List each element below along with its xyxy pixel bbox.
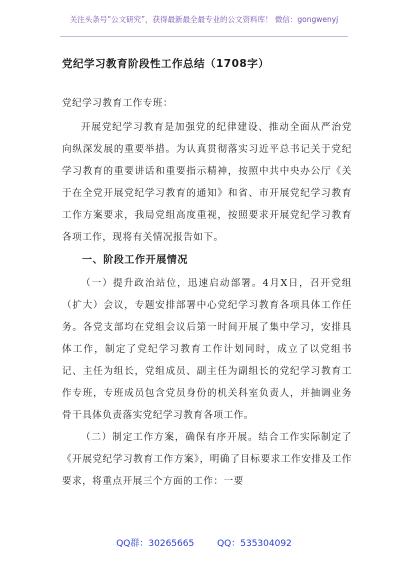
footer-qq: QQ：535304092 (217, 539, 292, 549)
document-title: 党纪学习教育阶段性工作总结（1708字） (62, 58, 270, 70)
section-heading: 一、阶段工作开展情况 (82, 255, 188, 266)
footer (0, 536, 408, 549)
footer-qq-group: QQ群：30265665 (116, 539, 195, 549)
paragraph-1: （一）提升政治站位，迅速启动部署。4月X日，召开党组（扩大）会议，专题安排部署中心党纪学习教育各项具体工作任务。各党支部均在党组会议后第一时间开展了集中学习，安排具体工作，制定了党纪学习教育工作计划同时，成立了以党组书记、主任为组长，党组成员、副主任为副组长的党纪学习教育工作专班，专班成员包含党员身份的机关科室负责人，并抽调业务骨干具体负责落实党纪学习教育各项工作。 (62, 278, 352, 421)
document-page (62, 56, 352, 493)
header-note: 关注头条号“公文研究”，获得最新最全最专业的公文资料库！ 微信：gongwenyj (69, 15, 339, 24)
header-divider (60, 36, 348, 37)
intro-paragraph: 开展党纪学习教育是加强党的纪律建设、推动全面从严治党向纵深发展的重要举措。为认真贯彻落实习近平总书记关于党纪学习教育的重要讲话和重要指示精神，按照中共中央办公厅《关于在全党开展党纪学习教育的通知》和省、市开展党纪学习教育工作方案要求，我局党组高度重视，按照要求开展党纪学习教育各项工作，现将有关情况报告如下。 (62, 122, 352, 243)
paragraph-2: （二）制定工作方案，确保有序开展。结合工作实际制定了《开展党纪学习教育工作方案》，明确了目标要求工作安排及工作要求，将重点开展三个方面的工作：一要 (62, 432, 352, 487)
salutation: 党纪学习教育工作专班： (62, 98, 174, 109)
